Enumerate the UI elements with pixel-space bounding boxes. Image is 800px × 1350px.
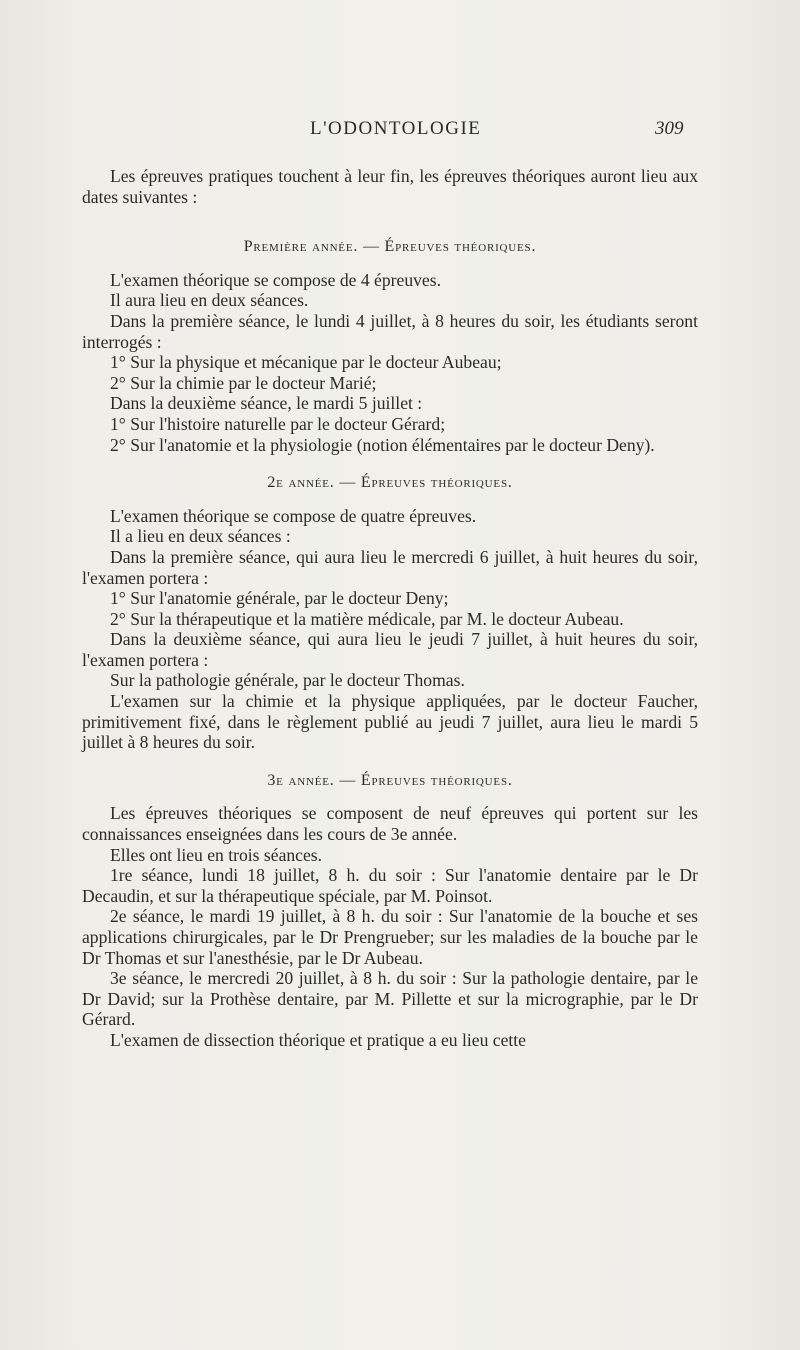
page-number: 309 (655, 118, 684, 139)
paragraph: Il aura lieu en deux séances. (110, 290, 309, 311)
paragraph: 1° Sur la physique et mécanique par le docteur Aubeau; (110, 352, 502, 373)
paragraph: 2° Sur la chimie par le docteur Marié; (110, 372, 377, 393)
paragraph: 1° Sur l'histoire naturelle par le docteur Gérard; (110, 413, 446, 434)
paragraph: Sur la pathologie générale, par le docteur Thomas. (110, 670, 465, 691)
paragraph: Dans la première séance, le lundi 4 juillet, à 8 heures du soir, les étudiants seront interrogés : (82, 310, 698, 352)
paragraph: L'examen de dissection théorique et pratique a eu lieu cette (110, 1029, 526, 1050)
paragraph: 2° Sur la thérapeutique et la matière médicale, par M. le docteur Aubeau. (110, 608, 624, 629)
paragraph: 1re séance, lundi 18 juillet, 8 h. du soir : Sur l'anatomie dentaire par le Dr Decaudin, et sur la thérapeutique spéciale, par M. Poinsot. (82, 865, 698, 906)
paragraph: L'examen sur la chimie et la physique appliquées, par le docteur Faucher, primitivement fixé, dans le règlement publié au jeudi 7 juillet, aura lieu le mardi 5 juillet à 8 heures du soir. (82, 691, 698, 753)
paragraph: 2e séance, le mardi 19 juillet, à 8 h. du soir : Sur l'anatomie de la bouche et ses applications chirurgicales, par le Dr Prengrueber; sur les maladies de la bouche par le Dr Thomas et sur l'anesthésie, par le Dr Aubeau. (82, 906, 698, 968)
paragraph: Dans la deuxième séance, qui aura lieu le jeudi 7 juillet, à huit heures du soir, l'examen portera : (82, 629, 698, 670)
intro-paragraph: Les épreuves pratiques touchent à leur fin, les épreuves théoriques auront lieu aux dates suivantes : (82, 166, 698, 207)
paragraph: Dans la deuxième séance, le mardi 5 juillet : (110, 393, 423, 414)
paragraph: 2° Sur l'anatomie et la physiologie (notion élémentaires par le docteur Deny). (110, 434, 655, 455)
paragraph: Les épreuves théoriques se composent de neuf épreuves qui portent sur les connaissances enseignées dans les cours de 3e année. (82, 803, 698, 845)
paragraph: Il a lieu en deux séances : (110, 526, 291, 547)
page-body (82, 166, 698, 1051)
paragraph: 3e séance, le mercredi 20 juillet, à 8 h. du soir : Sur la pathologie dentaire, par le Dr David; sur la Prothèse dentaire, par M. Pillette et sur la micrographie, par le Dr Gérard. (82, 968, 698, 1030)
section-heading-2e-annee: 2e année. — Épreuves théoriques. (267, 474, 513, 492)
page-header (0, 118, 800, 148)
section-heading-3e-annee: 3e année. — Épreuves théoriques. (267, 771, 513, 789)
paragraph: 1° Sur l'anatomie générale, par le docteur Deny; (110, 588, 449, 609)
paragraph: L'examen théorique se compose de quatre épreuves. (110, 505, 477, 526)
paragraph: L'examen théorique se compose de 4 épreuves. (110, 269, 441, 290)
section-heading-premiere-annee: Première année. — Épreuves théoriques. (243, 238, 537, 256)
running-title: L'ODONTOLOGIE (310, 118, 482, 139)
paragraph: Dans la première séance, qui aura lieu le mercredi 6 juillet, à huit heures du soir, l'examen portera : (82, 546, 698, 588)
paragraph: Elles ont lieu en trois séances. (110, 844, 323, 865)
